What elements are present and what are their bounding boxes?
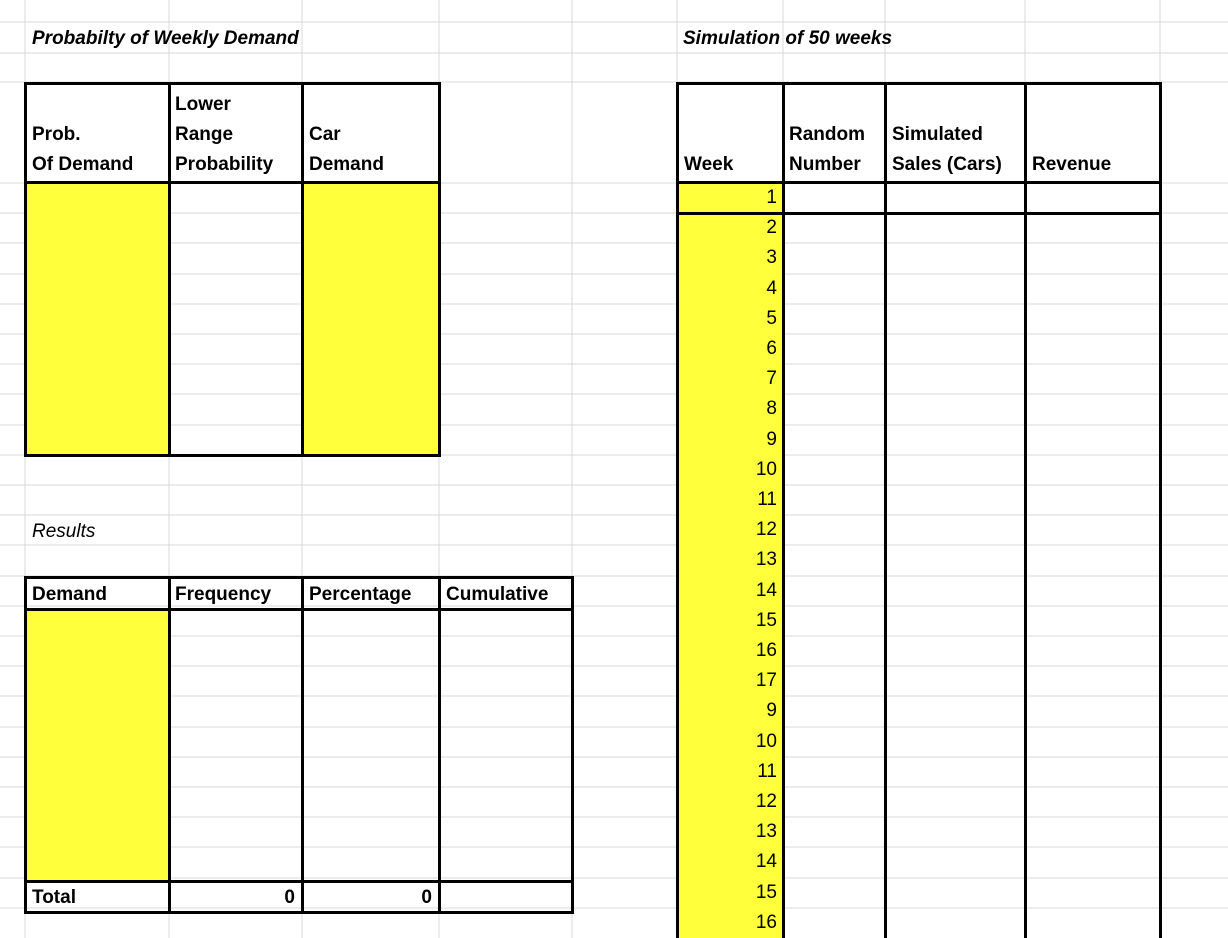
lower-range-header-line1: Lower bbox=[175, 94, 231, 115]
week-number: 17 bbox=[755, 670, 777, 691]
week-number: 8 bbox=[766, 398, 777, 419]
simulated-sales-header-line1: Simulated bbox=[892, 124, 983, 145]
car-demand-highlight bbox=[304, 184, 438, 456]
results-header-demand: Demand bbox=[32, 584, 107, 605]
week-number: 15 bbox=[755, 610, 777, 631]
week-number: 12 bbox=[755, 519, 777, 540]
week-number: 2 bbox=[766, 217, 777, 238]
week-number: 10 bbox=[755, 459, 777, 480]
results-total-percentage: 0 bbox=[421, 887, 432, 908]
week-number: 13 bbox=[755, 821, 777, 842]
lower-range-header-line2: Range bbox=[175, 124, 234, 145]
results-total-frequency: 0 bbox=[284, 887, 295, 908]
week-number: 13 bbox=[755, 549, 777, 570]
week-number: 6 bbox=[766, 338, 777, 359]
car-demand-header-line2: Demand bbox=[309, 154, 384, 175]
simulated-sales-header-line2: Sales (Cars) bbox=[892, 154, 1002, 175]
week-number: 11 bbox=[757, 489, 777, 510]
week-number: 16 bbox=[755, 640, 777, 661]
simulation-title: Simulation of 50 weeks bbox=[683, 28, 893, 49]
week-number: 16 bbox=[755, 912, 777, 933]
results-header-frequency: Frequency bbox=[175, 584, 272, 605]
results-header-cumulative: Cumulative bbox=[446, 584, 549, 605]
results-header-percentage: Percentage bbox=[309, 584, 412, 605]
week-number: 3 bbox=[766, 247, 777, 268]
random-number-header-line1: Random bbox=[789, 124, 865, 145]
prob-demand-highlight bbox=[26, 184, 169, 456]
prob-table-title: Probabilty of Weekly Demand bbox=[32, 28, 299, 49]
prob-demand-header-line2: Of Demand bbox=[32, 154, 134, 175]
week-number: 9 bbox=[766, 700, 777, 721]
week-number: 14 bbox=[755, 580, 777, 601]
week-header: Week bbox=[684, 154, 734, 175]
week-number: 15 bbox=[755, 882, 777, 903]
week-number: 5 bbox=[766, 308, 777, 329]
results-total-label: Total bbox=[32, 887, 76, 908]
week-number: 12 bbox=[755, 791, 777, 812]
week-number: 11 bbox=[757, 761, 777, 782]
revenue-header: Revenue bbox=[1032, 154, 1112, 175]
random-number-header-line2: Number bbox=[789, 154, 861, 175]
results-demand-highlight bbox=[26, 610, 169, 882]
results-title: Results bbox=[32, 521, 96, 542]
week-number: 14 bbox=[755, 851, 777, 872]
lower-range-header-line3: Probability bbox=[175, 154, 274, 175]
prob-demand-header-line1: Prob. bbox=[32, 124, 81, 145]
week-number: 7 bbox=[766, 368, 777, 389]
car-demand-header-line1: Car bbox=[309, 124, 341, 145]
week-number: 10 bbox=[755, 731, 777, 752]
week-number: 4 bbox=[766, 278, 777, 299]
week-number: 1 bbox=[766, 187, 777, 208]
week-number: 9 bbox=[766, 429, 777, 450]
